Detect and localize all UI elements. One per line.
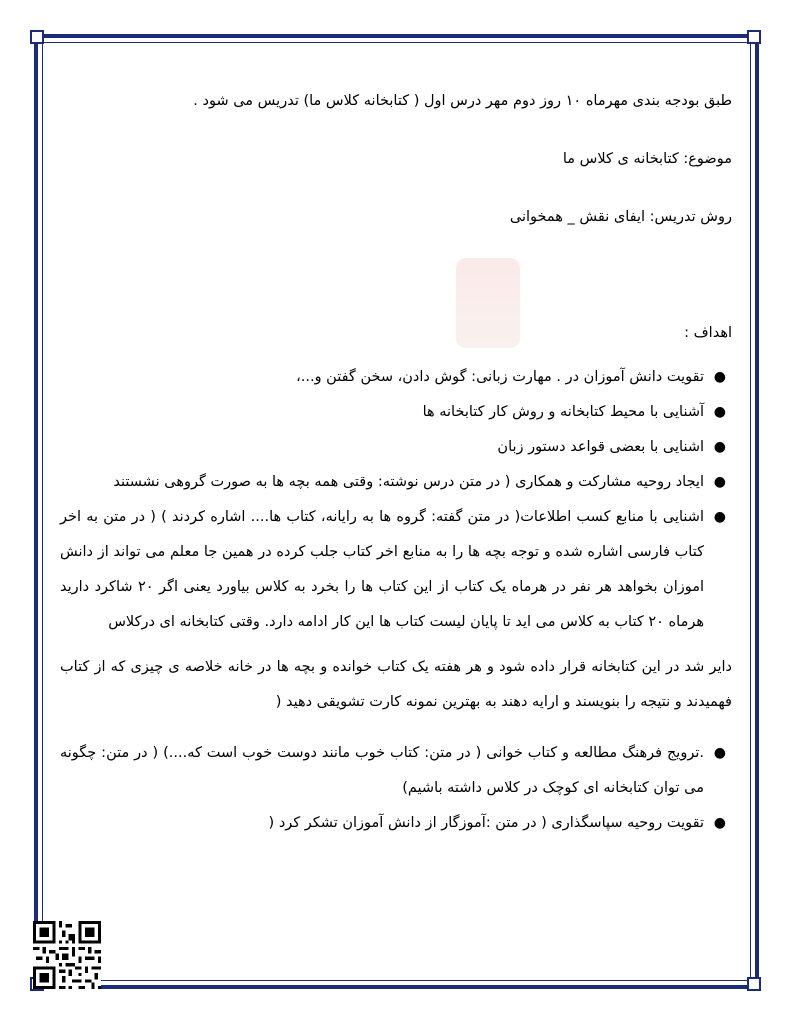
goal-text: اشنایی با منابع کسب اطلاعات( در متن گفته: گروه ها به رایانه، کتاب ها.... اشاره کردند ) ( در متن به اخر کتاب فارسی اشاره شده و توجه بچه ها را به منابع اخر کتاب جلب کرده در همین جا معلم می تواند از دانش اموزان بخواهد هر نفر در هرماه یک کتاب از این کتاب ها را بخرد به کلاس بیاورد یعنی اگر ۲۰ شاکرد دارید هرماه ۲۰ کتاب به کلاس می اید تا پایان لیست کتاب ها این کار ادامه دارد. وقتی کتابخانه ای درکلاس: [60, 509, 705, 630]
bullet-icon: ●: [713, 439, 726, 455]
list-item: [60, 806, 732, 841]
goal-text: تقویت دانش آموزان در . مهارت زبانی: گوش دادن، سخن گفتن و...،: [296, 369, 704, 385]
document-body: [60, 88, 732, 841]
goals-title: اهداف :: [684, 325, 732, 341]
bullet-icon: ●: [713, 815, 726, 831]
continuation-paragraph: دایر شد در این کتابخانه قرار داده شود و هر هفته یک کتاب خوانده و بچه ها در خانه خلاصه ی چیزی که از کتاب فهمیدند و نتیجه را بنویسند و ارایه دهند به بهترین نمونه کارت تشویقی دهید (: [60, 659, 732, 710]
qr-code-icon: [33, 921, 101, 989]
goal-text: .ترویج فرهنگ مطالعه و کتاب خوانی ( در متن: کتاب خوب مانند دوست خوب است که....) ( در متن: چگونه می توان کتابخانه ای کوچک در کلاس داشته باشیم): [60, 745, 704, 796]
goal-text: اشنایی با بعضی قواعد دستور زبان: [497, 439, 704, 455]
list-item: [60, 360, 732, 395]
list-item: [60, 500, 732, 640]
bullet-icon: ●: [713, 509, 726, 525]
bullet-icon: ●: [713, 474, 726, 490]
intro-line: طبق بودجه بندی مهرماه ۱۰ روز دوم مهر درس اول ( کتابخانه کلاس ما) تدریس می شود .: [193, 93, 732, 109]
list-item: [60, 430, 732, 465]
goal-text: ایجاد روحیه مشارکت و همکاری ( در متن درس نوشته: وقتی همه بچه ها به صورت گروهی نشستند: [113, 474, 704, 490]
list-item: [60, 736, 732, 806]
goal-text: تقویت روحیه سپاسگذاری ( در متن :آموزگار از دانش آموزان تشکر کرد (: [268, 815, 704, 831]
bullet-icon: ●: [713, 369, 726, 385]
border-corner-bottom-right: [747, 977, 761, 991]
topic-line: موضوع: کتابخانه ی کلاس ما: [562, 151, 732, 167]
list-item: [60, 395, 732, 430]
border-corner-top-left: [30, 30, 44, 44]
border-corner-top-right: [747, 30, 761, 44]
list-item: [60, 465, 732, 500]
goal-text: آشنایی با محیط کتابخانه و روش کار کتابخانه ها: [422, 404, 704, 420]
goals-list-continued: [60, 736, 732, 841]
method-line: روش تدریس: ایفای نقش _ همخوانی: [509, 209, 732, 225]
goals-list: [60, 360, 732, 640]
bullet-icon: ●: [713, 745, 726, 761]
bullet-icon: ●: [713, 404, 726, 420]
